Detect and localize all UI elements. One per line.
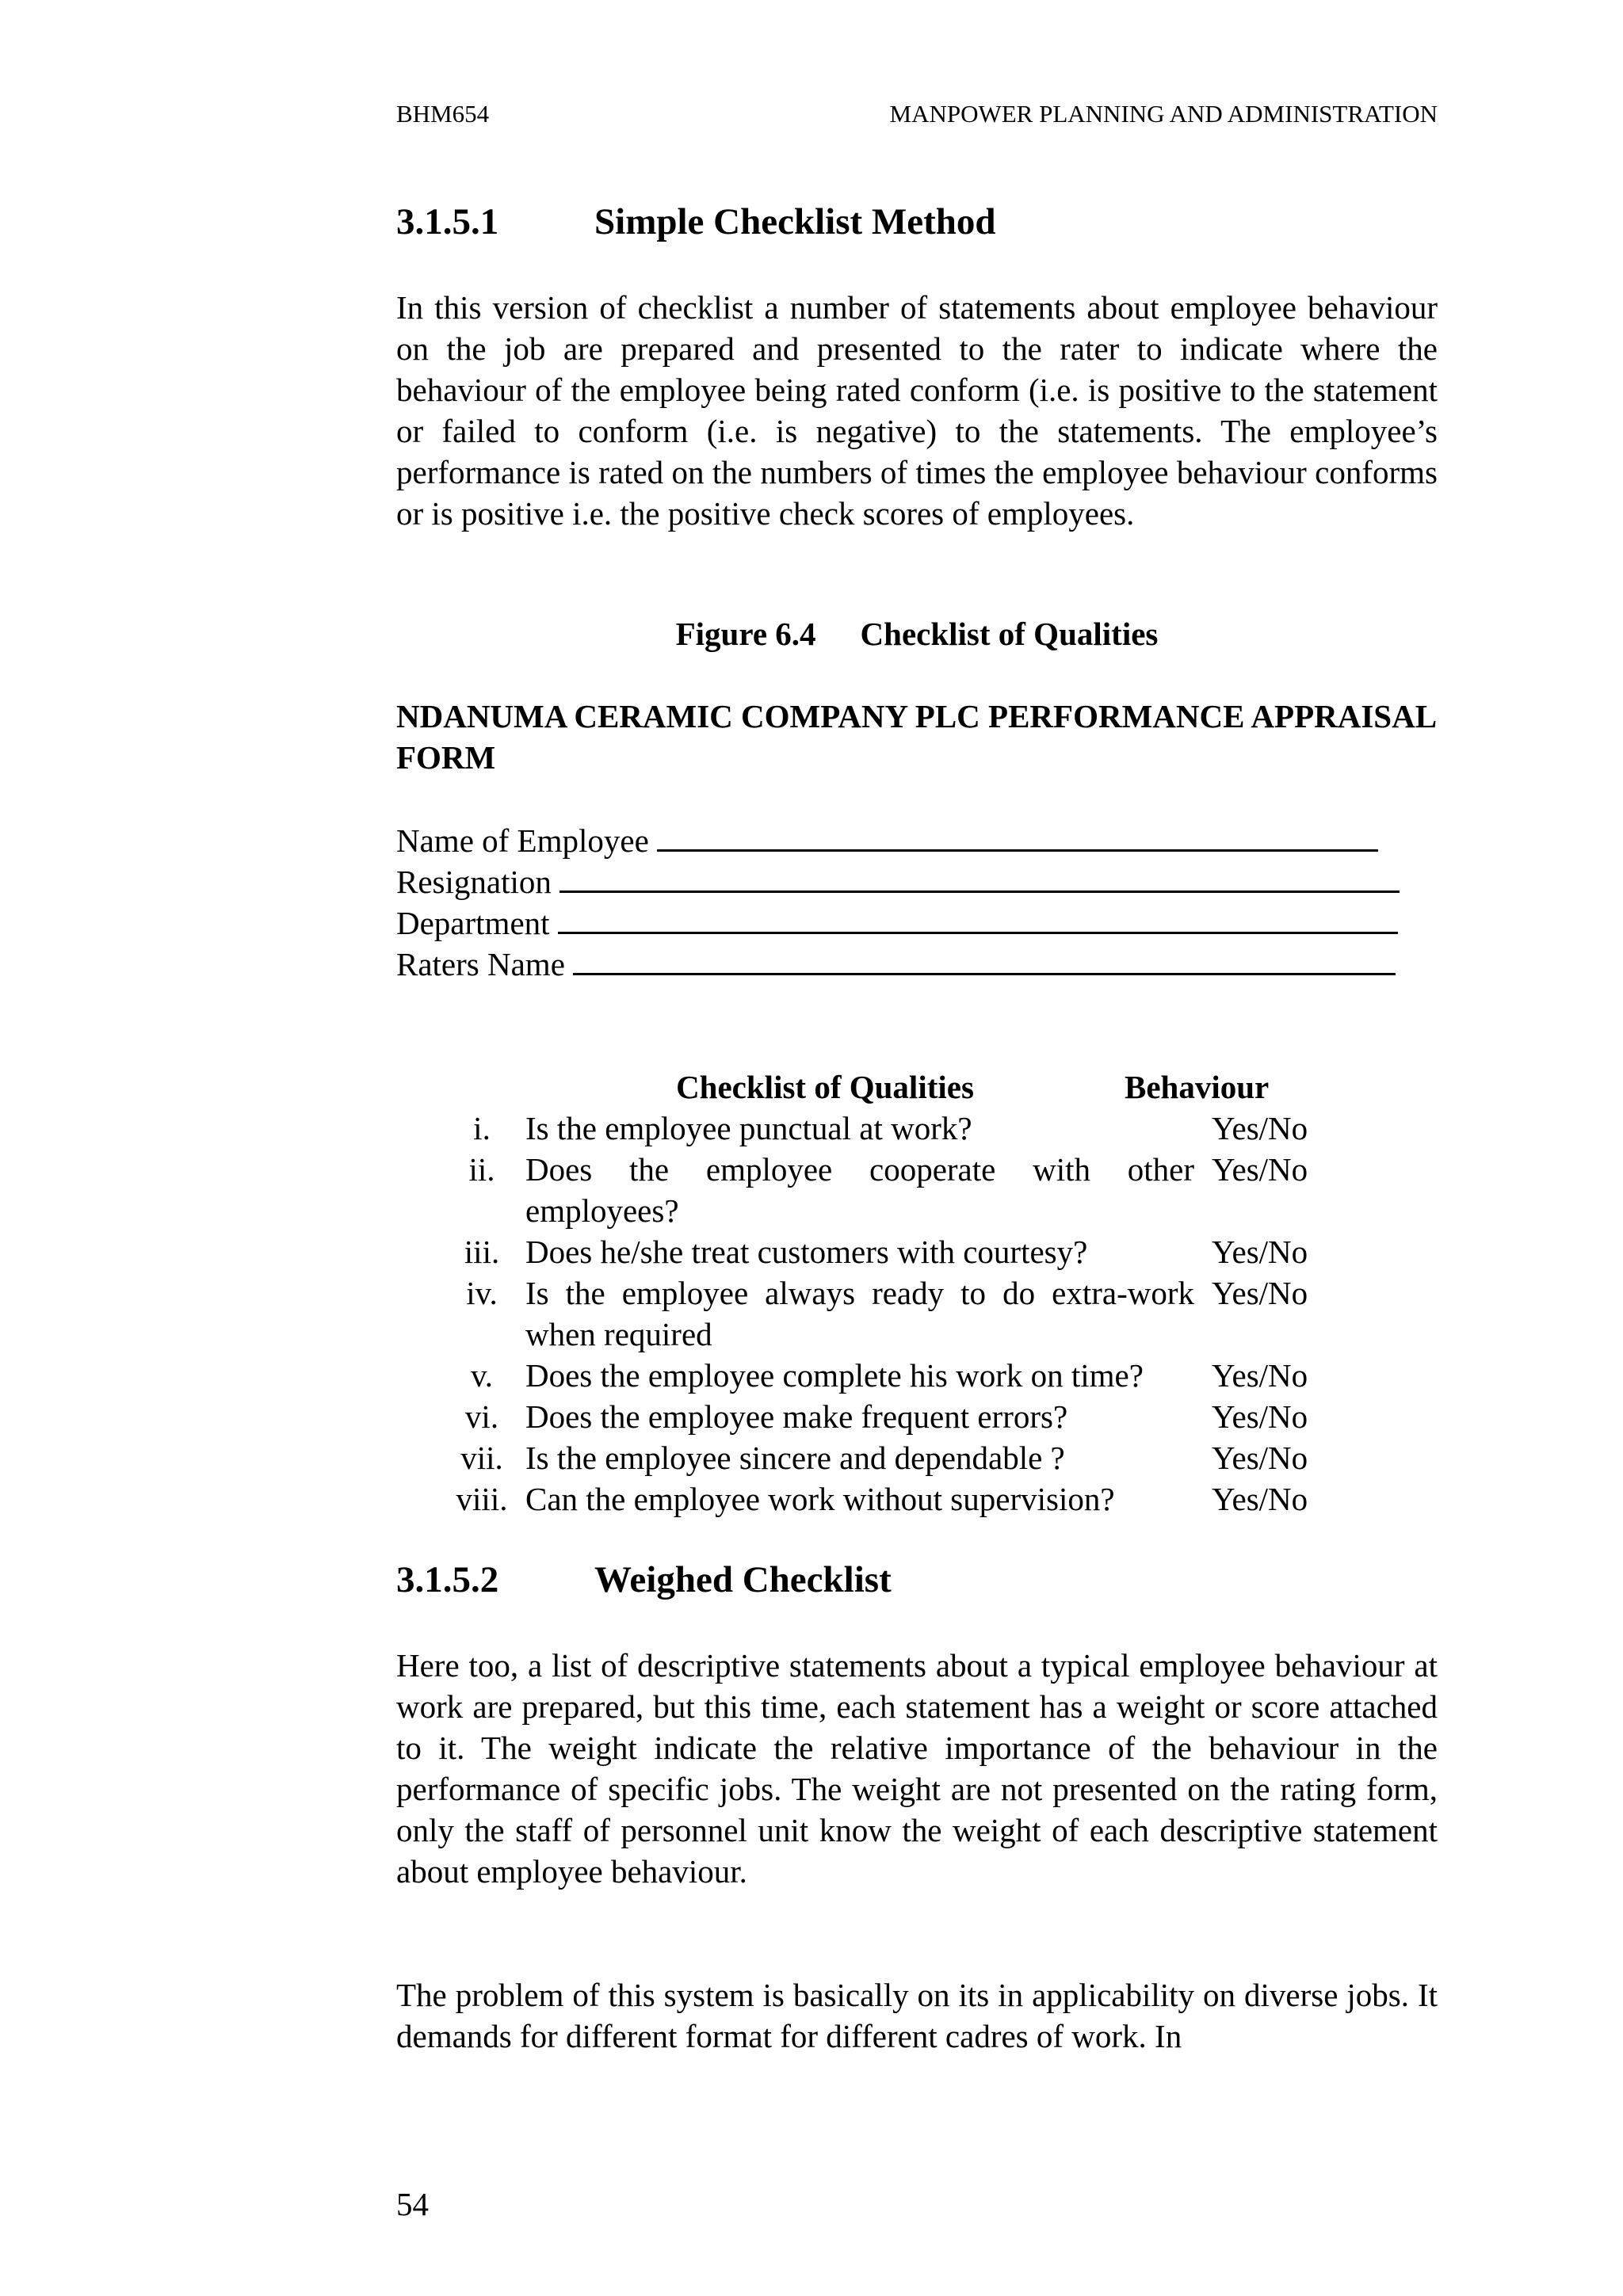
checklist-header-behaviour: Behaviour <box>1125 1069 1270 1105</box>
checklist-row <box>438 1231 1386 1272</box>
field-raters-name[interactable] <box>396 944 1400 985</box>
checklist-item-question: Is the employee sincere and dependable ? <box>525 1440 1065 1476</box>
section-heading-3-1-5-1 <box>396 200 996 244</box>
field-blank-line[interactable] <box>573 946 1396 975</box>
checklist-item-question: Does the employee cooperate with other employees? <box>525 1151 1194 1229</box>
field-label: Resignation <box>396 864 552 900</box>
checklist-item-number: vi. <box>464 1398 499 1435</box>
checklist-item-answer: Yes/No <box>1212 1110 1308 1146</box>
checklist-item-number: viii. <box>456 1481 508 1517</box>
checklist-item-answer: Yes/No <box>1212 1151 1308 1188</box>
checklist-header-row <box>438 1066 1386 1108</box>
checklist-row <box>438 1478 1386 1520</box>
checklist-row <box>438 1355 1386 1396</box>
field-label: Raters Name <box>396 946 565 982</box>
section-title: Simple Checklist Method <box>594 201 996 242</box>
checklist-item-question: Is the employee always ready to do extra-work when required <box>525 1275 1194 1352</box>
checklist-item-number: vii. <box>460 1440 503 1476</box>
checklist-item-answer: Yes/No <box>1212 1357 1308 1394</box>
section1-paragraph: In this version of checklist a number of statements about employee behaviour on the job are prepared and presented to the rater to indicate where the behaviour of the employee being rated conform (i.e. is positive to the statement or failed to conform (i.e. is negative) to the statements. The employee’s performance is rated on the numbers of times the employee behaviour conforms or is positive i.e. the positive check scores of employees. <box>396 289 1438 532</box>
checklist-item-number: iii. <box>464 1234 500 1270</box>
header-course-title: MANPOWER PLANNING AND ADMINISTRATION <box>889 100 1438 128</box>
field-label: Name of Employee <box>396 822 649 859</box>
field-blank-line[interactable] <box>559 864 1400 893</box>
header-course-code: BHM654 <box>396 100 490 128</box>
field-department[interactable] <box>396 902 1400 944</box>
figure-number: Figure 6.4 <box>675 616 816 652</box>
section-number: 3.1.5.2 <box>396 1559 499 1600</box>
field-blank-line[interactable] <box>558 905 1398 934</box>
checklist-item-answer: Yes/No <box>1212 1275 1308 1311</box>
checklist-item-answer: Yes/No <box>1212 1440 1308 1476</box>
checklist-item-question: Is the employee punctual at work? <box>525 1110 972 1146</box>
field-blank-line[interactable] <box>657 822 1378 852</box>
checklist-item-question: Does the employee make frequent errors? <box>525 1398 1068 1435</box>
section2-paragraph-1: Here too, a list of descriptive statements about a typical employee behaviour at work are prepared, but this time, each statement has a weight or score attached to it. The weight indicate the relative importance of the behaviour in the performance of specific jobs. The weight are not presented on the rating form, only the staff of personnel unit know the weight of each descriptive statement about employee behaviour. <box>396 1647 1438 1890</box>
checklist-row <box>438 1437 1386 1478</box>
field-resignation[interactable] <box>396 861 1400 902</box>
checklist-item-answer: Yes/No <box>1212 1398 1308 1435</box>
checklist-item-number: i. <box>473 1110 491 1146</box>
checklist-item-answer: Yes/No <box>1212 1234 1308 1270</box>
figure-title: Checklist of Qualities <box>860 616 1159 652</box>
checklist-row <box>438 1396 1386 1437</box>
checklist-item-number: iv. <box>466 1275 498 1311</box>
checklist-item-answer: Yes/No <box>1212 1481 1308 1517</box>
section-title: Weighed Checklist <box>594 1559 892 1600</box>
checklist-item-question: Can the employee work without supervision? <box>525 1481 1115 1517</box>
checklist-header-qualities: Checklist of Qualities <box>676 1069 974 1105</box>
field-name-of-employee[interactable] <box>396 820 1400 861</box>
form-fields <box>396 820 1400 985</box>
page-number: 54 <box>396 2186 429 2222</box>
checklist-item-number: v. <box>470 1357 494 1394</box>
checklist-item-question: Does he/she treat customers with courtesy? <box>525 1234 1088 1270</box>
checklist-table <box>438 1066 1386 1520</box>
checklist-row <box>438 1272 1386 1355</box>
section-number: 3.1.5.1 <box>396 201 499 242</box>
form-title: NDANUMA CERAMIC COMPANY PLC PERFORMANCE APPRAISAL FORM <box>396 698 1435 776</box>
section-heading-3-1-5-2 <box>396 1558 892 1602</box>
checklist-item-question: Does the employee complete his work on time? <box>525 1357 1144 1394</box>
checklist-row <box>438 1108 1386 1149</box>
field-label: Department <box>396 905 550 941</box>
figure-caption <box>396 613 1438 654</box>
section2-paragraph-2: The problem of this system is basically on its in applicability on diverse jobs. It demands for different format for different cadres of work. In <box>396 1977 1438 2054</box>
checklist-row <box>438 1149 1386 1231</box>
checklist-item-number: ii. <box>468 1151 495 1188</box>
